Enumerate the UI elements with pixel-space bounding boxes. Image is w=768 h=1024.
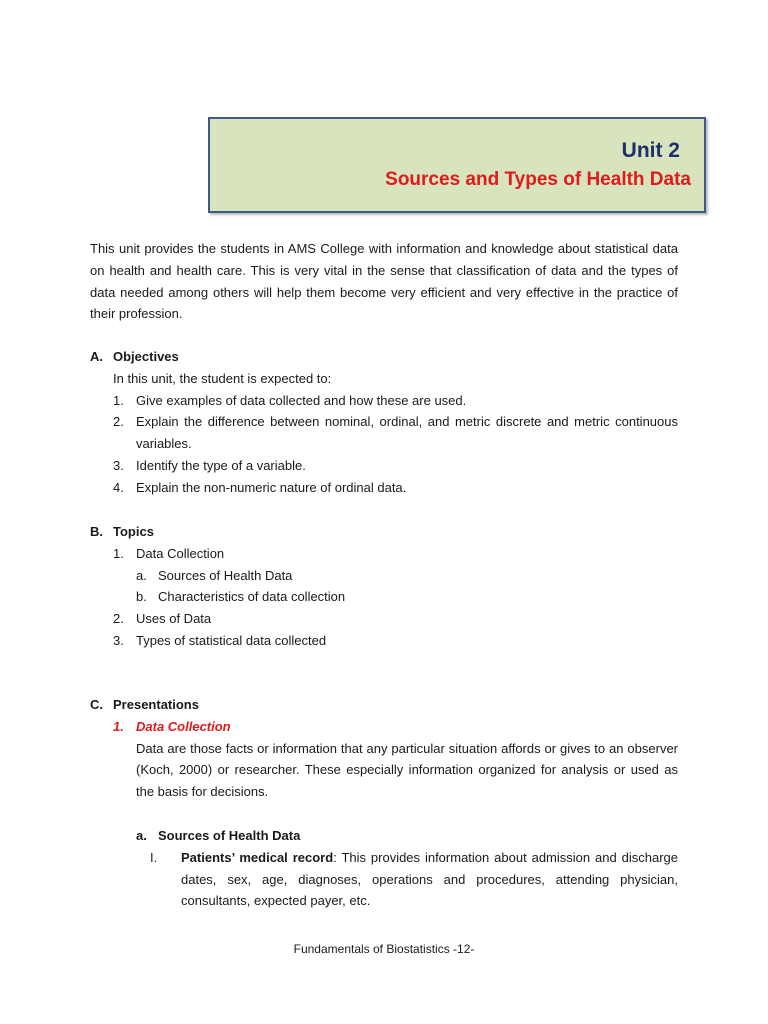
- data-collection-paragraph: Data are those facts or information that any particular situation affords or gives to an observer (Koch, 2000) or researcher. These especially information organized for analysis or used as the basis for decisions.: [136, 740, 678, 800]
- unit-number: Unit 2: [621, 139, 680, 162]
- medical-record-description: : This provides information about admission and discharge dates, sex, age, diagnoses, operations and procedures, attending physician, consultants, expected payer, etc.: [181, 849, 678, 909]
- medical-record-term: Patients’ medical record: [181, 849, 334, 865]
- objectives-heading: [90, 346, 678, 368]
- objectives-title: Objectives: [113, 349, 179, 364]
- objective-item: 1. Give examples of data collected and how these are used.: [113, 392, 467, 408]
- objective-item: 3. Identify the type of a variable.: [113, 457, 306, 473]
- objectives-section: [90, 346, 678, 499]
- objectives-lead: In this unit, the student is expected to:: [113, 370, 332, 386]
- medical-record-item: I. Patients’ medical record: This provides information about admission and discharge dates, sex, age, diagnoses, operations and procedures, attending physician, consultants, expected payer, etc.: [150, 849, 678, 909]
- page-footer: Fundamentals of Biostatistics -12-: [293, 942, 475, 956]
- topic-item: 3. Types of statistical data collected: [113, 632, 327, 648]
- objectives-letter: A.: [90, 349, 103, 364]
- intro-paragraph: This unit provides the students in AMS College with information and knowledge about statistical data on health and health care. This is very vital in the sense that classification of data and the types of data needed among others will help them become very efficient and very effective in the practice of their profession.: [90, 241, 678, 322]
- presentations-section: [90, 694, 678, 803]
- topic-item: 1. Data Collection: [113, 545, 225, 561]
- topic-subitem: b. Characteristics of data collection: [136, 589, 346, 605]
- sources-section: [90, 825, 678, 912]
- topic-item: 2. Uses of Data: [113, 611, 212, 627]
- sources-heading: a. Sources of Health Data: [136, 828, 301, 843]
- unit-header-box: [208, 117, 706, 213]
- unit-title: Sources and Types of Health Data: [385, 169, 691, 190]
- topic-subitem: a. Sources of Health Data: [136, 567, 293, 583]
- intro-section: [90, 238, 678, 325]
- data-collection-heading: 1. Data Collection: [113, 718, 231, 734]
- topics-heading: B. Topics: [90, 524, 154, 539]
- presentations-heading: C. Presentations: [90, 697, 199, 712]
- objective-item: 4. Explain the non-numeric nature of ordinal data.: [113, 479, 407, 495]
- objective-item: 2. Explain the difference between nominal, ordinal, and metric discrete and metric continuous variables.: [113, 414, 678, 452]
- topics-section: [90, 521, 678, 652]
